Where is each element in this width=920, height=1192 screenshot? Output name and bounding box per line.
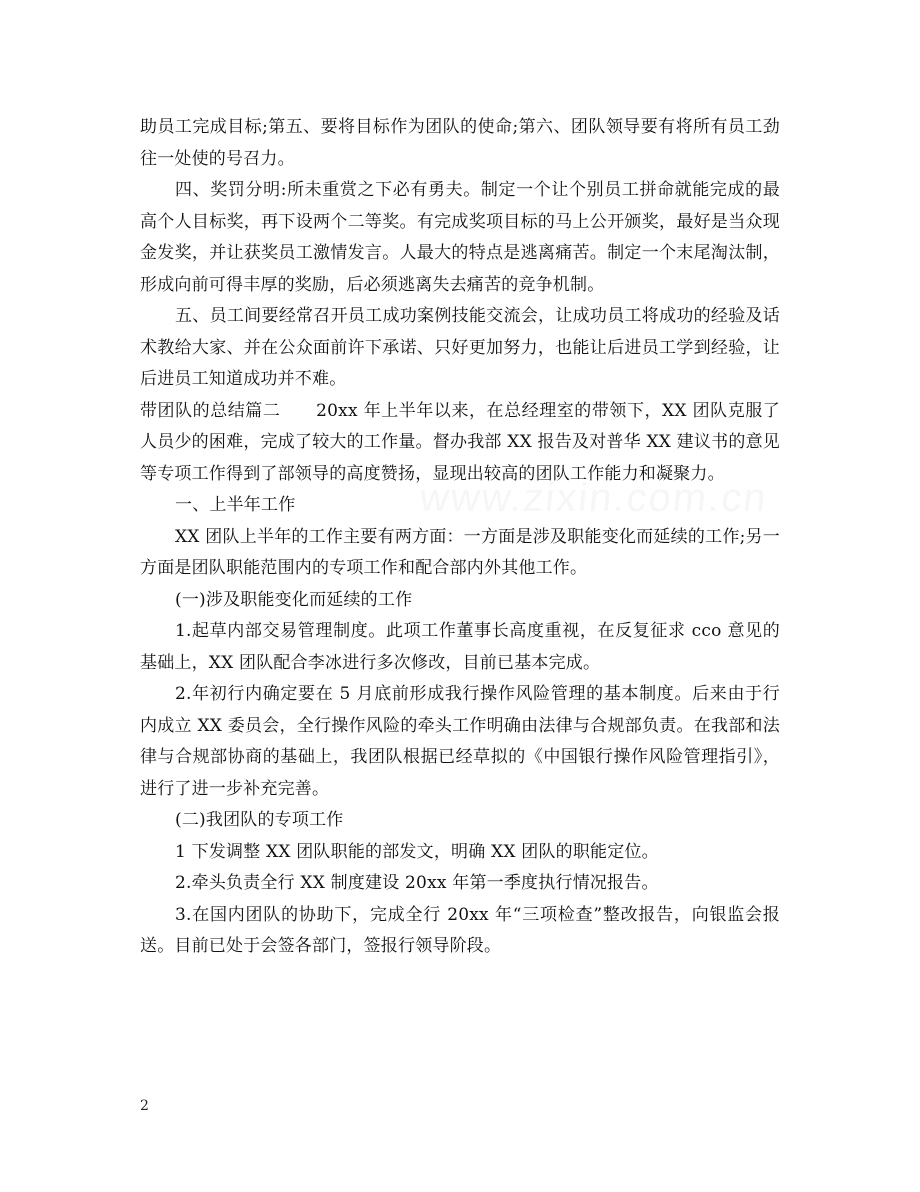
paragraph-2: 四、奖罚分明:所未重赏之下必有勇夫。制定一个让个别员工拼命就能完成的最高个人目标奖，再下设两个二等奖。有完成奖项目标的马上公开颁奖，最好是当众现金发奖，并让获奖员工激情发言。人最大的特点是逃离痛苦。制定一个末尾淘汰制，形成向前可得丰厚的奖励，后必须逃离失去痛苦的竞争机制。 (140, 180, 780, 295)
paragraph-13: 3.在国内团队的协助下，完成全行 20xx 年“三项检查”整改报告，向银监会报送。目前已处于会签各部门，签报行领导阶段。 (140, 904, 780, 956)
paragraph-3: 五、员工间要经常召开员工成功案例技能交流会，让成功员工将成功的经验及话术教给大家、并在公众面前许下承诺、只好更加努力，也能让后进员工学到经验，让后进员工知道成功并不难。 (140, 306, 780, 389)
paragraph-8: 1.起草内部交易管理制度。此项工作董事长高度重视，在反复征求 cco 意见的基础上，XX 团队配合李冰进行多次修改，目前已基本完成。 (140, 621, 780, 673)
paragraph-1: 助员工完成目标;第五、要将目标作为团队的使命;第六、团队领导要有将所有员工劲往一处使的号召力。 (140, 117, 780, 169)
document-body (140, 112, 780, 963)
paragraph-7: (一)涉及职能变化而延续的工作 (175, 589, 413, 610)
watermark: www.zixin.com.cn (417, 476, 770, 520)
paragraph-9: 2.年初行内确定要在 5 月底前形成我行操作风险管理的基本制度。后来由于行内成立 XX 委员会，全行操作风险的牵头工作明确由法律与合规部负责。在我部和法律与合规部协商的基础上，我团队根据已经草拟的《中国银行操作风险管理指引》，进行了进一步补充完善。 (140, 684, 780, 799)
paragraph-10: (二)我团队的专项工作 (175, 810, 344, 830)
paragraph-5: 一、上半年工作 (175, 495, 296, 515)
paragraph-6: XX 团队上半年的工作主要有两方面：一方面是涉及职能变化而延续的工作;另一方面是团队职能范围内的专项工作和配合部内外其他工作。 (140, 526, 780, 578)
paragraph-4-text: 20xx 年上半年以来，在总经理室的带领下，XX 团队克服了人员少的困难，完成了较大的工作量。督办我部 XX 报告及对普华 XX 建议书的意见等专项工作得到了部领导的高度赞扬，显现出较高的团队工作能力和凝聚力。 (140, 400, 781, 484)
paragraph-12: 2.牵头负责全行 XX 制度建设 20xx 年第一季度执行情况报告。 (175, 873, 659, 893)
section-title: 带团队的总结篇二 (140, 400, 281, 421)
page-number: 2 (140, 1098, 149, 1114)
paragraph-4 (140, 396, 780, 491)
paragraph-11: 1 下发调整 XX 团队职能的部发文，明确 XX 团队的职能定位。 (175, 841, 659, 862)
